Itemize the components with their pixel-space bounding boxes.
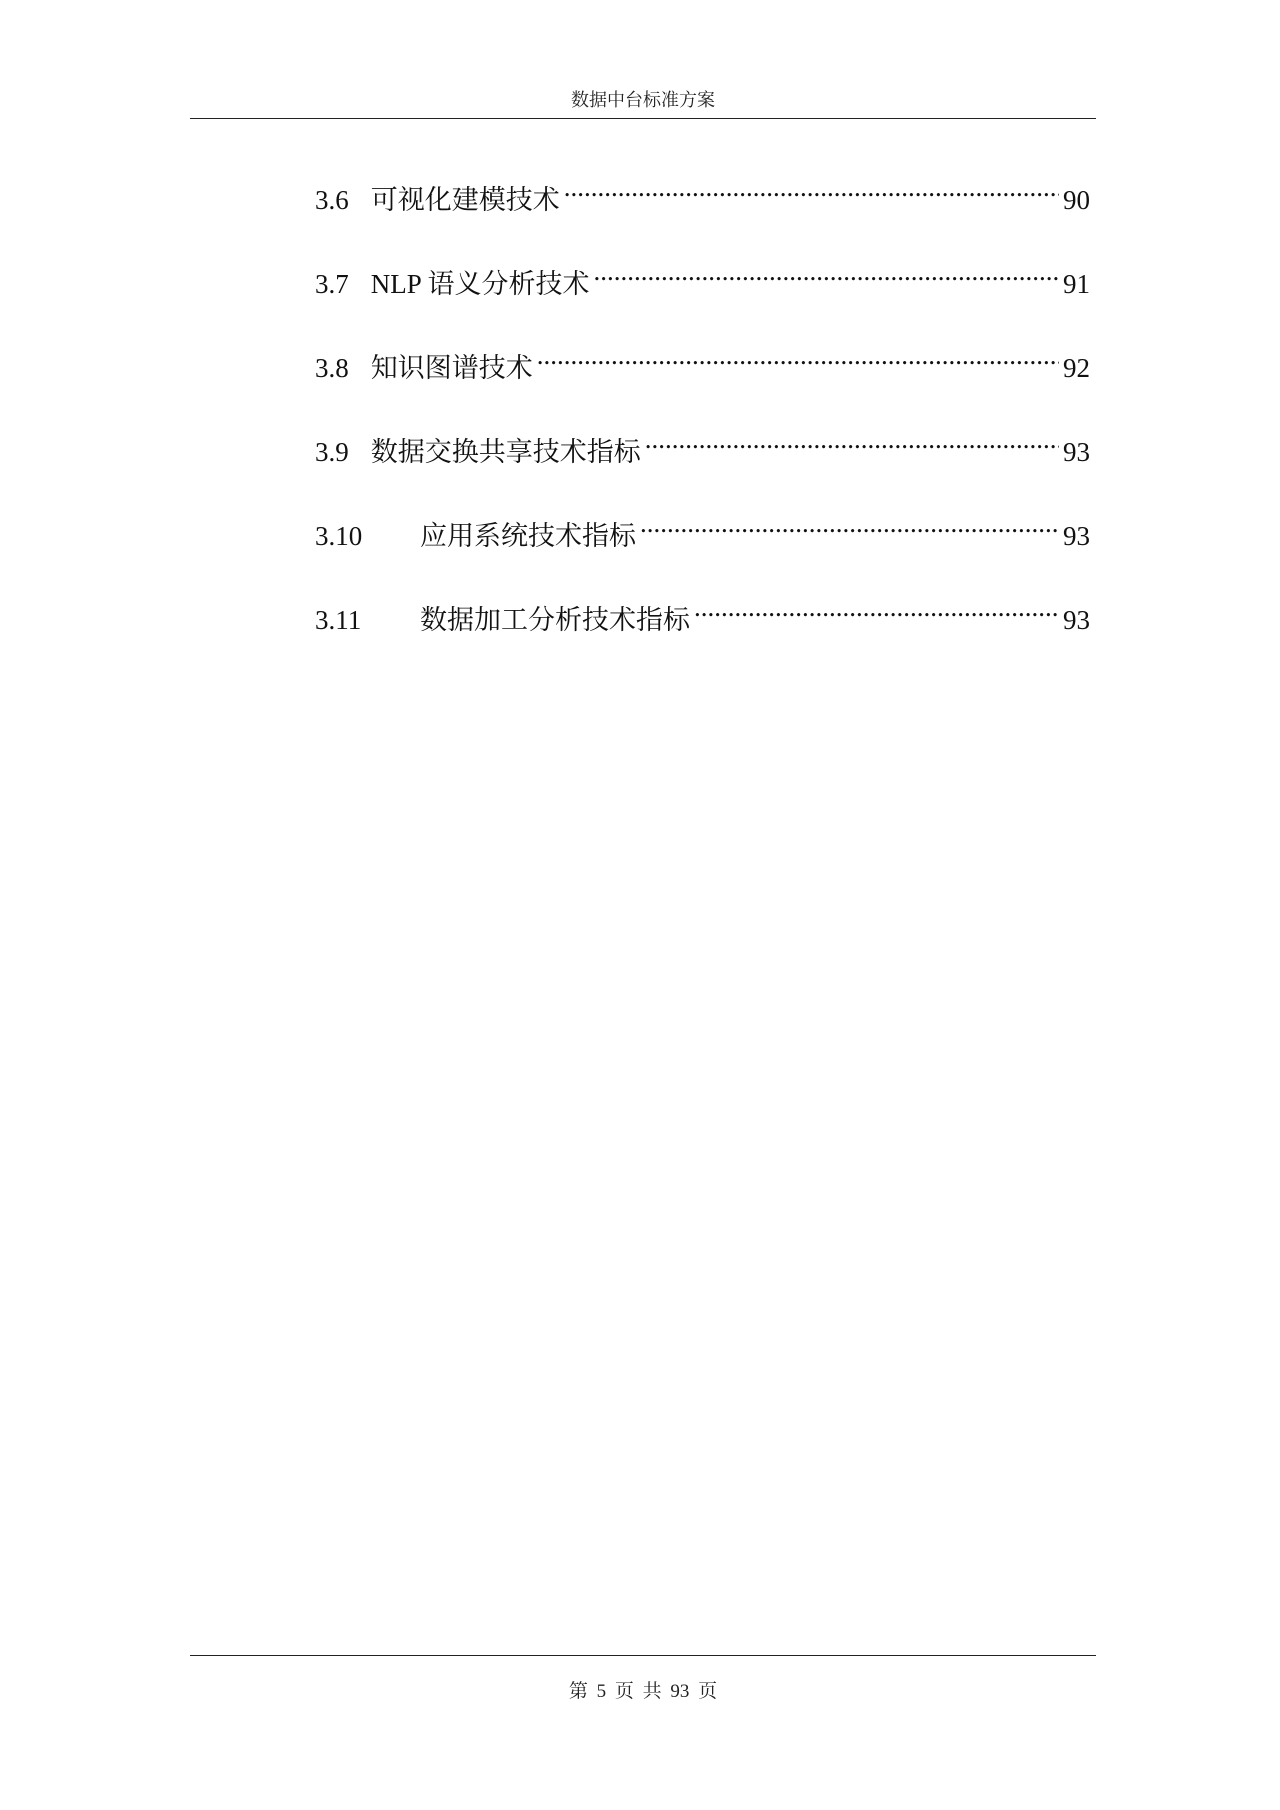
toc-dot-leader bbox=[594, 249, 1059, 293]
toc-entry[interactable] bbox=[315, 501, 1090, 585]
header-divider bbox=[190, 118, 1096, 119]
toc-entry-title: NLP 语义分析技术 bbox=[370, 269, 590, 299]
toc-entry-page: 93 bbox=[1063, 437, 1090, 467]
toc-entry-title: 数据交换共享技术指标 bbox=[370, 437, 641, 467]
toc-entry-page: 92 bbox=[1063, 353, 1090, 383]
toc-dot-leader bbox=[537, 333, 1059, 377]
toc-entry-title: 可视化建模技术 bbox=[370, 185, 560, 215]
table-of-contents bbox=[315, 165, 1090, 669]
toc-entry-title: 应用系统技术指标 bbox=[420, 521, 636, 551]
toc-entry-number: 3.7 bbox=[315, 269, 349, 299]
toc-entry[interactable] bbox=[315, 165, 1090, 249]
toc-entry-title: 知识图谱技术 bbox=[370, 353, 533, 383]
toc-entry-page: 93 bbox=[1063, 605, 1090, 635]
toc-entry-number: 3.8 bbox=[315, 353, 349, 383]
toc-entry[interactable] bbox=[315, 249, 1090, 333]
toc-entry[interactable] bbox=[315, 333, 1090, 417]
toc-entry-page: 93 bbox=[1063, 521, 1090, 551]
toc-dot-leader bbox=[694, 585, 1059, 629]
toc-entry-number: 3.6 bbox=[315, 185, 349, 215]
toc-dot-leader bbox=[564, 165, 1059, 209]
toc-entry-page: 91 bbox=[1063, 269, 1090, 299]
toc-dot-leader bbox=[645, 417, 1059, 461]
toc-entry-number: 3.9 bbox=[315, 437, 349, 467]
toc-entry-number: 3.11 bbox=[315, 605, 362, 635]
page-number-footer: 第 5 页 共 93 页 bbox=[568, 1681, 718, 1702]
toc-dot-leader bbox=[640, 501, 1059, 545]
toc-entry-title: 数据加工分析技术指标 bbox=[420, 605, 690, 635]
running-header-title: 数据中台标准方案 bbox=[571, 90, 715, 110]
toc-entry-page: 90 bbox=[1063, 185, 1090, 215]
toc-entry[interactable] bbox=[315, 417, 1090, 501]
toc-entry[interactable] bbox=[315, 585, 1090, 669]
toc-entry-number: 3.10 bbox=[315, 521, 363, 551]
footer-divider bbox=[190, 1655, 1096, 1656]
